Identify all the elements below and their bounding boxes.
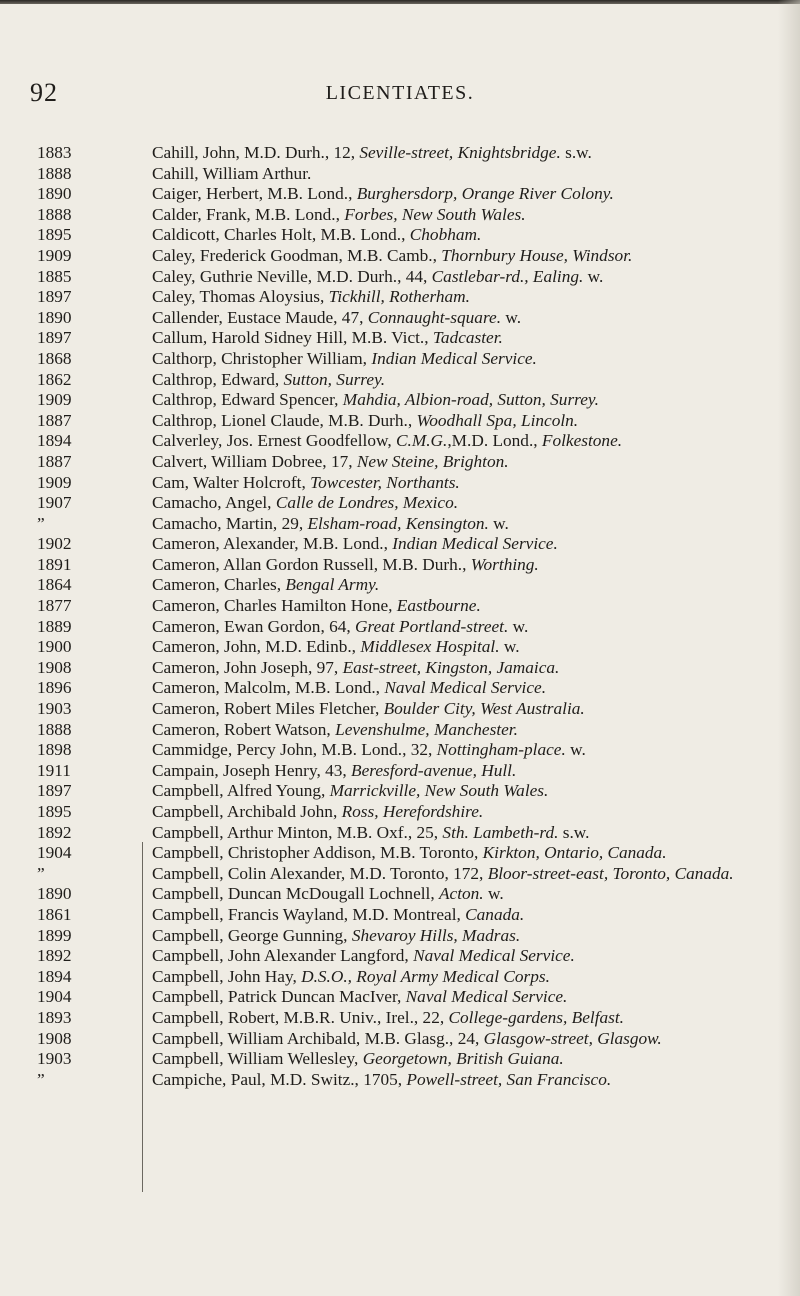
entry-name: Campbell, George Gunning, [152, 925, 352, 945]
entry-year: 1908 [37, 1028, 72, 1048]
entry-address: Woodhall Spa, Lincoln. [416, 410, 579, 430]
entry-year: 1892 [37, 946, 72, 966]
entry-tail: w. [583, 266, 604, 286]
entry-address: Thornbury House, Windsor. [441, 245, 633, 265]
entry-year: 1887 [37, 451, 72, 471]
running-head: LICENTIATES. [325, 82, 475, 104]
entry-text [152, 287, 782, 308]
list-item [0, 1008, 800, 1029]
entry-text [152, 328, 782, 349]
entry-name: Caley, Thomas Aloysius, [152, 287, 329, 307]
list-item [0, 370, 800, 391]
entry-name: Campbell, Christopher Addison, M.B. Toronto, [152, 843, 483, 863]
entry-name: Calder, Frank, M.B. Lond., [152, 204, 345, 224]
entry-text [152, 720, 782, 741]
entry-address: Sutton, Surrey. [283, 369, 386, 389]
entry-address: Naval Medical Service. [405, 987, 568, 1007]
entry-address: Great Portland-street. [355, 616, 509, 636]
entry-name: Cameron, Charles Hamilton Hone, [152, 596, 397, 616]
entry-text [152, 658, 782, 679]
list-item [0, 390, 800, 411]
entry-address: Boulder City, West Australia. [383, 699, 585, 719]
list-item [0, 225, 800, 246]
entry-year: 1904 [37, 987, 72, 1007]
entry-year: 1897 [37, 328, 72, 348]
entry-text [152, 617, 782, 638]
entry-name: Cameron, John, M.D. Edinb., [152, 637, 361, 657]
entry-text [152, 143, 782, 164]
entry-text [152, 699, 782, 720]
list-item [0, 164, 800, 185]
entry-text [152, 823, 782, 844]
entry-name: Cameron, Charles, [152, 575, 286, 595]
entry-address: Powell-street, San Francisco. [406, 1069, 612, 1089]
entry-year: 1898 [37, 740, 72, 760]
entry-year: 1904 [37, 843, 72, 863]
entry-text [152, 431, 782, 452]
entry-name: Cameron, Robert Watson, [152, 719, 336, 739]
entry-address: Chobham. [409, 225, 482, 245]
entry-year: 1894 [37, 966, 72, 986]
entry-text [152, 184, 782, 205]
entry-tail: w. [565, 740, 586, 760]
entry-text [152, 205, 782, 226]
list-item [0, 431, 800, 452]
entry-year: 1894 [37, 431, 72, 451]
page-top-rule [0, 0, 800, 4]
list-item [0, 308, 800, 329]
entry-tail: w. [488, 513, 509, 533]
entry-name: Cameron, Robert Miles Fletcher, [152, 699, 384, 719]
entry-text [152, 946, 782, 967]
entry-text [152, 225, 782, 246]
entry-name: Campbell, John Hay, [152, 966, 302, 986]
entry-year: ” [37, 1069, 45, 1089]
entry-tail: s.w. [560, 143, 592, 162]
entry-address: Seville-street, Knightsbridge. [359, 143, 561, 162]
entry-name: Calthrop, Edward, [152, 369, 284, 389]
list-item [0, 740, 800, 761]
entry-text [152, 1070, 782, 1091]
entry-year: 1897 [37, 287, 72, 307]
list-item [0, 843, 800, 864]
list-item [0, 1049, 800, 1070]
entry-name: Campbell, Alfred Young, [152, 781, 330, 801]
entry-address: New Steine, Brighton. [356, 451, 509, 471]
list-item [0, 946, 800, 967]
entry-year: 1899 [37, 925, 72, 945]
entry-name: Caldicott, Charles Holt, M.B. Lond., [152, 225, 410, 245]
entry-name: Caley, Guthrie Neville, M.D. Durh., 44, [152, 266, 432, 286]
entry-address: Indian Medical Service. [371, 348, 537, 368]
list-item [0, 781, 800, 802]
list-item [0, 926, 800, 947]
entry-year: 1908 [37, 657, 72, 677]
entry-year: 1911 [37, 760, 71, 780]
entry-name: Cahill, John, M.D. Durh., 12, [152, 143, 360, 162]
list-item [0, 884, 800, 905]
entry-address-2: Folkestone. [541, 431, 623, 451]
entry-name: Camacho, Martin, 29, [152, 513, 308, 533]
entry-year: 1907 [37, 493, 72, 513]
entry-year: 1890 [37, 307, 72, 327]
entry-year: 1888 [37, 163, 72, 183]
list-item [0, 184, 800, 205]
entry-address: Levenshulme, Manchester. [335, 719, 518, 739]
list-item [0, 678, 800, 699]
entry-year: 1892 [37, 822, 72, 842]
entry-name: Cameron, John Joseph, 97, [152, 657, 343, 677]
entry-name: Cammidge, Percy John, M.B. Lond., 32, [152, 740, 437, 760]
list-item [0, 534, 800, 555]
list-item [0, 637, 800, 658]
entry-year: 1888 [37, 719, 72, 739]
entry-address: Connaught-square. [367, 307, 502, 327]
entry-text [152, 1008, 782, 1029]
entry-address: Shevaroy Hills, Madras. [351, 925, 521, 945]
list-item [0, 267, 800, 288]
list-item [0, 905, 800, 926]
entry-year: 1897 [37, 781, 72, 801]
entry-address: Glasgow-street, Glasgow. [483, 1028, 662, 1048]
entry-name: Cam, Walter Holcroft, [152, 472, 311, 492]
entry-address: D.S.O., Royal Army Medical Corps. [301, 966, 550, 986]
entry-text [152, 308, 782, 329]
entry-tail: w. [483, 884, 504, 904]
entry-address: Towcester, Northants. [310, 472, 460, 492]
entry-text [152, 473, 782, 494]
entry-name: Caiger, Herbert, M.B. Lond., [152, 184, 357, 204]
list-item [0, 493, 800, 514]
entry-text [152, 411, 782, 432]
entry-year: 1890 [37, 884, 72, 904]
entry-address: Calle de Londres, Mexico. [275, 493, 459, 513]
entry-name: Camacho, Angel, [152, 493, 276, 513]
entry-address: Marrickville, New South Wales. [329, 781, 549, 801]
list-item [0, 452, 800, 473]
entry-tail: w. [501, 307, 522, 327]
entry-text [152, 926, 782, 947]
list-item [0, 473, 800, 494]
entry-name: Calthrop, Edward Spencer, [152, 390, 343, 410]
entry-name: Campbell, William Wellesley, [152, 1049, 363, 1069]
entry-year: 1868 [37, 348, 72, 368]
licentiate-list [0, 143, 800, 1090]
entry-name: Calthrop, Lionel Claude, M.B. Durh., [152, 410, 417, 430]
entry-name: Campbell, Robert, M.B.R. Univ., Irel., 22, [152, 1007, 449, 1027]
entry-text [152, 843, 782, 864]
entry-address: Tadcaster. [432, 328, 503, 348]
list-item [0, 699, 800, 720]
entry-address: Burghersdorp, Orange River Colony. [356, 184, 614, 204]
entry-name: Calvert, William Dobree, 17, [152, 451, 357, 471]
entry-text [152, 596, 782, 617]
entry-address: Sth. Lambeth-rd. [442, 822, 559, 842]
entry-year: 1890 [37, 184, 72, 204]
entry-year: 1903 [37, 1049, 72, 1069]
list-item [0, 1070, 800, 1091]
entry-address: Ross, Herefordshire. [341, 802, 484, 821]
list-item [0, 987, 800, 1008]
entry-name: Cameron, Allan Gordon Russell, M.B. Durh., [152, 554, 471, 574]
entry-address: Eastbourne. [396, 596, 481, 616]
entry-text [152, 267, 782, 288]
entry-name: Cameron, Alexander, M.B. Lond., [152, 534, 393, 554]
entry-tail: w. [499, 637, 520, 657]
entry-address: Acton. [439, 884, 484, 904]
entry-name: Campbell, Arthur Minton, M.B. Oxf., 25, [152, 822, 443, 842]
entry-year: 1895 [37, 802, 72, 821]
entry-name: Caley, Frederick Goodman, M.B. Camb., [152, 245, 442, 265]
entry-year: ” [37, 513, 45, 533]
entry-year: 1903 [37, 699, 72, 719]
entry-text [152, 246, 782, 267]
entry-name: Campbell, Duncan McDougall Lochnell, [152, 884, 439, 904]
list-item [0, 246, 800, 267]
entry-year: 1895 [37, 225, 72, 245]
entry-address: Canada. [465, 904, 525, 924]
entry-address: Indian Medical Service. [392, 534, 558, 554]
entry-address: Georgetown, British Guiana. [362, 1049, 564, 1069]
list-item [0, 802, 800, 823]
list-item [0, 143, 800, 164]
entry-text [152, 370, 782, 391]
entry-text [152, 1029, 782, 1050]
entry-address: Elsham-road, Kensington. [307, 513, 489, 533]
entry-tail: s.w. [558, 822, 590, 842]
entry-year: 1909 [37, 245, 72, 265]
entry-address: Bengal Army. [285, 575, 380, 595]
list-item [0, 575, 800, 596]
entry-year: 1883 [37, 143, 72, 162]
entry-address: C.M.G. [395, 431, 448, 451]
entry-address: Beresford-avenue, Hull. [351, 760, 517, 780]
list-item [0, 720, 800, 741]
entry-text [152, 390, 782, 411]
entry-text [152, 534, 782, 555]
entry-year: 1861 [37, 904, 72, 924]
entry-text [152, 637, 782, 658]
entry-year: 1888 [37, 204, 72, 224]
entry-address: Nottingham-place. [436, 740, 566, 760]
entry-year: 1864 [37, 575, 72, 595]
entry-year: 1887 [37, 410, 72, 430]
entry-year: 1889 [37, 616, 72, 636]
list-item [0, 411, 800, 432]
entry-year: 1909 [37, 390, 72, 410]
page-number: 92 [30, 78, 58, 107]
list-item [0, 349, 800, 370]
entry-name: Campbell, Patrick Duncan MacIver, [152, 987, 406, 1007]
entry-year: 1891 [37, 554, 72, 574]
entry-tail: ,M.D. Lond., [447, 431, 542, 451]
entry-name: Cameron, Malcolm, M.B. Lond., [152, 678, 385, 698]
list-item [0, 328, 800, 349]
entry-name: Calverley, Jos. Ernest Goodfellow, [152, 431, 396, 451]
list-item [0, 596, 800, 617]
list-item [0, 967, 800, 988]
entry-text [152, 493, 782, 514]
entry-name: Campbell, Francis Wayland, M.D. Montreal, [152, 904, 466, 924]
entry-address: East-street, Kingston, Jamaica. [342, 657, 560, 677]
entry-text [152, 967, 782, 988]
entry-address: Naval Medical Service. [384, 678, 547, 698]
entry-text [152, 802, 782, 823]
entry-address: College-gardens, Belfast. [448, 1007, 624, 1027]
entry-text [152, 905, 782, 926]
entry-year: 1902 [37, 534, 72, 554]
entry-name: Calthorp, Christopher William, [152, 348, 372, 368]
entry-tail: w. [508, 616, 529, 636]
entry-year: ” [37, 863, 45, 883]
entry-name: Cameron, Ewan Gordon, 64, [152, 616, 356, 636]
entry-address: Castlebar-rd., Ealing. [431, 266, 584, 286]
entry-year: 1909 [37, 472, 72, 492]
entry-name: Callender, Eustace Maude, 47, [152, 307, 368, 327]
entry-text [152, 987, 782, 1008]
entry-text [152, 452, 782, 473]
list-item [0, 658, 800, 679]
entry-year: 1900 [37, 637, 72, 657]
entry-year: 1862 [37, 369, 72, 389]
entry-year: 1877 [37, 596, 72, 616]
entry-text [152, 678, 782, 699]
entry-address: Tickhill, Rotherham. [328, 287, 470, 307]
entry-name: Callum, Harold Sidney Hill, M.B. Vict., [152, 328, 433, 348]
entry-year: 1885 [37, 266, 72, 286]
entry-name: Campain, Joseph Henry, 43, [152, 760, 352, 780]
entry-address: Worthing. [470, 554, 539, 574]
entry-address: Kirkton, Ontario, Canada. [482, 843, 667, 863]
entry-text [152, 781, 782, 802]
list-item [0, 287, 800, 308]
list-item [0, 617, 800, 638]
entry-name: Cahill, William Arthur. [152, 163, 312, 183]
entry-text [152, 740, 782, 761]
entry-text [152, 555, 782, 576]
entry-address: Naval Medical Service. [413, 946, 575, 966]
list-item [0, 514, 800, 535]
entry-text [152, 864, 782, 885]
entry-year: 1893 [37, 1007, 72, 1027]
list-item [0, 823, 800, 844]
entry-address: Middlesex Hospital. [360, 637, 500, 657]
entry-text [152, 1049, 782, 1070]
entry-text [152, 164, 782, 185]
entry-text [152, 761, 782, 782]
entry-text [152, 514, 782, 535]
entry-address: Bloor-street-east, Toronto, Canada. [487, 863, 734, 883]
list-item [0, 1029, 800, 1050]
list-item [0, 761, 800, 782]
entry-name: Campbell, Colin Alexander, M.D. Toronto, 172, [152, 863, 488, 883]
entry-text [152, 884, 782, 905]
entry-address: Forbes, New South Wales. [344, 204, 526, 224]
entry-name: Campiche, Paul, M.D. Switz., 1705, [152, 1069, 407, 1089]
list-item [0, 864, 800, 885]
page-header [0, 78, 800, 108]
entry-year: 1896 [37, 678, 72, 698]
entry-name: Campbell, William Archibald, M.B. Glasg., 24, [152, 1028, 484, 1048]
list-item [0, 205, 800, 226]
entry-text [152, 349, 782, 370]
list-item [0, 555, 800, 576]
entry-name: Campbell, John Alexander Langford, [152, 946, 414, 966]
entry-text [152, 575, 782, 596]
entry-name: Campbell, Archibald John, [152, 802, 342, 821]
entry-address: Mahdia, Albion-road, Sutton, Surrey. [342, 390, 599, 410]
